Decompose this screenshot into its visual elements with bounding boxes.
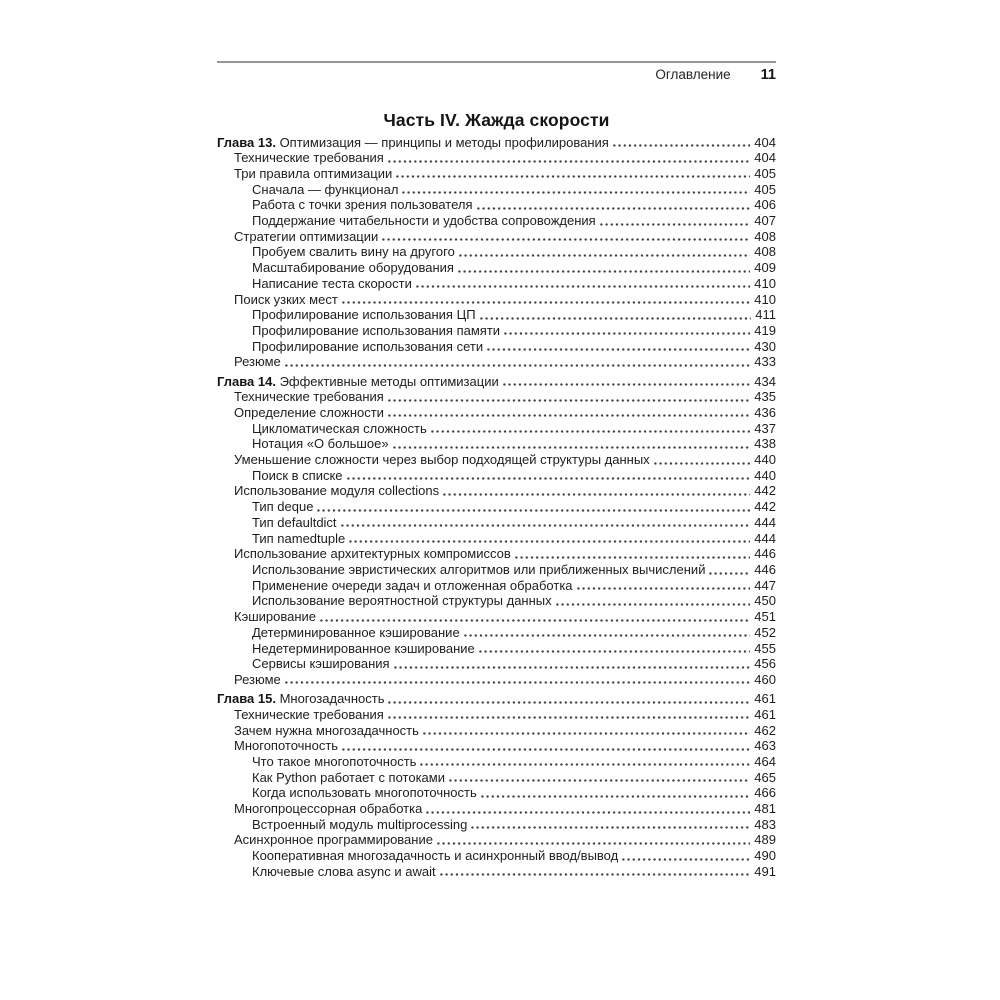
toc-entry-row bbox=[217, 593, 776, 609]
toc-entry-title: Глава 15. Многозадачность bbox=[217, 691, 385, 707]
toc-entry-row bbox=[217, 848, 776, 864]
toc-leader-dots bbox=[556, 603, 751, 606]
toc-leader-dots bbox=[613, 144, 750, 147]
toc-entry-row bbox=[217, 723, 776, 739]
toc-leader-dots bbox=[317, 509, 750, 512]
toc-page-number: 489 bbox=[754, 832, 776, 848]
toc-leader-dots bbox=[654, 462, 751, 465]
toc-page-number: 430 bbox=[754, 338, 776, 354]
toc-leader-dots bbox=[393, 446, 751, 449]
page-content bbox=[217, 0, 776, 880]
toc-entry-title: Асинхронное программирование bbox=[234, 832, 433, 848]
toc-entry-row bbox=[217, 452, 776, 468]
toc-page-number: 465 bbox=[754, 769, 776, 785]
toc-page-number: 446 bbox=[754, 546, 776, 562]
toc-chapter-prefix: Глава 15. bbox=[217, 691, 280, 707]
toc-entry-row bbox=[217, 785, 776, 801]
toc-page-number: 450 bbox=[754, 593, 776, 609]
toc-page-number: 436 bbox=[754, 404, 776, 420]
toc-leader-dots bbox=[431, 430, 751, 433]
toc-entry-title: Когда использовать многопоточность bbox=[252, 785, 477, 801]
toc-page-number: 405 bbox=[754, 181, 776, 197]
toc-entry-title: Технические требования bbox=[234, 150, 384, 166]
toc-page-number: 411 bbox=[755, 307, 776, 323]
toc-entry-title: Недетерминированное кэширование bbox=[252, 640, 475, 656]
toc-entry-row bbox=[217, 609, 776, 625]
toc-page-number: 433 bbox=[754, 354, 776, 370]
toc-entry-title: Детерминированное кэширование bbox=[252, 624, 460, 640]
toc-entry-row bbox=[217, 354, 776, 370]
toc-entry-title: Использование модуля collections bbox=[234, 483, 440, 499]
toc-page-number: 490 bbox=[754, 848, 776, 864]
toc-entry-title: Многопоточность bbox=[234, 738, 339, 754]
toc-entry-row bbox=[217, 770, 776, 786]
toc-entry-row bbox=[217, 197, 776, 213]
toc-entry-title: Тип deque bbox=[252, 499, 314, 515]
toc-leader-dots bbox=[600, 223, 751, 226]
toc-entry-row bbox=[217, 436, 776, 452]
toc-leader-dots bbox=[426, 811, 750, 814]
toc-entry-row bbox=[217, 229, 776, 245]
toc-entry-row bbox=[217, 307, 776, 323]
toc-entry-title: Технические требования bbox=[234, 706, 384, 722]
toc-entry-title: Кооперативная многозадачность и асинхронный ввод/вывод bbox=[252, 848, 619, 864]
toc-page-number: 408 bbox=[754, 244, 776, 260]
toc-page-number: 452 bbox=[754, 624, 776, 640]
toc-entry-row bbox=[217, 483, 776, 499]
toc-entry-title: Резюме bbox=[234, 354, 281, 370]
toc-entry-title: Встроенный модуль multiprocessing bbox=[252, 816, 468, 832]
toc-leader-dots bbox=[420, 763, 750, 766]
toc-page-number: 438 bbox=[754, 436, 776, 452]
toc-entry-row bbox=[217, 323, 776, 339]
toc-entry-row bbox=[217, 166, 776, 182]
toc-page-number: 481 bbox=[754, 801, 776, 817]
toc-entry-title: Пробуем свалить вину на другого bbox=[252, 244, 455, 260]
toc-entry-row bbox=[217, 578, 776, 594]
toc-leader-dots bbox=[480, 317, 752, 320]
toc-entry-title: Применение очереди задач и отложенная обработка bbox=[252, 577, 573, 593]
toc-page-number: 461 bbox=[754, 706, 776, 722]
toc-leader-dots bbox=[396, 175, 750, 178]
toc-leader-dots bbox=[388, 716, 750, 719]
toc-leader-dots bbox=[342, 748, 750, 751]
toc-leader-dots bbox=[622, 858, 750, 861]
toc-entry-row bbox=[217, 260, 776, 276]
toc-entry-title: Тип defaultdict bbox=[252, 514, 337, 530]
toc-leader-dots bbox=[709, 572, 750, 575]
toc-entry-row bbox=[217, 405, 776, 421]
toc-leader-dots bbox=[402, 191, 750, 194]
toc-page-number: 404 bbox=[754, 134, 776, 150]
toc-entry-title: Использование эвристических алгоритмов или приближенных вычислений bbox=[252, 561, 706, 577]
toc-entry-row bbox=[217, 468, 776, 484]
toc-entry-row bbox=[217, 150, 776, 166]
toc-page-number: 404 bbox=[754, 150, 776, 166]
toc-leader-dots bbox=[285, 681, 751, 684]
toc-entry-title: Зачем нужна многозадачность bbox=[234, 722, 419, 738]
toc-entry-title: Технические требования bbox=[234, 389, 384, 405]
toc-page-number: 466 bbox=[754, 785, 776, 801]
toc-leader-dots bbox=[341, 524, 751, 527]
toc-leader-dots bbox=[382, 238, 750, 241]
toc-leader-dots bbox=[515, 556, 751, 559]
toc-entry-title: Сначала — функционал bbox=[252, 181, 399, 197]
toc-leader-dots bbox=[481, 795, 751, 798]
toc-leader-dots bbox=[503, 383, 751, 386]
toc-entry-row bbox=[217, 546, 776, 562]
toc-chapter-group bbox=[217, 135, 776, 371]
toc-entry-title: Тип namedtuple bbox=[252, 530, 346, 546]
toc-entry-row bbox=[217, 832, 776, 848]
toc-entry-row bbox=[217, 182, 776, 198]
toc-leader-dots bbox=[443, 493, 750, 496]
toc-page-number: 444 bbox=[754, 530, 776, 546]
toc-page-number: 446 bbox=[754, 561, 776, 577]
toc-leader-dots bbox=[388, 701, 750, 704]
toc-page-number: 491 bbox=[754, 863, 776, 879]
toc-page-number: 464 bbox=[754, 753, 776, 769]
toc-page-number: 407 bbox=[754, 213, 776, 229]
toc-page-number: 462 bbox=[754, 722, 776, 738]
toc-entry-title: Использование архитектурных компромиссов bbox=[234, 546, 511, 562]
toc-leader-dots bbox=[440, 873, 751, 876]
toc-entry-row bbox=[217, 672, 776, 688]
toc-entry-title: Использование вероятностной структуры данных bbox=[252, 593, 552, 609]
toc-entry-row bbox=[217, 864, 776, 880]
toc-page-number: 460 bbox=[754, 671, 776, 687]
toc-leader-dots bbox=[459, 254, 751, 257]
toc-entry-title: Поддержание читабельности и удобства сопровождения bbox=[252, 213, 596, 229]
toc-leader-dots bbox=[437, 842, 750, 845]
toc-entry-title: Определение сложности bbox=[234, 404, 384, 420]
toc-entry-row bbox=[217, 738, 776, 754]
toc-entry-row bbox=[217, 515, 776, 531]
toc-chapter-prefix: Глава 13. bbox=[217, 134, 280, 150]
toc-page-number: 483 bbox=[754, 816, 776, 832]
toc-leader-dots bbox=[471, 826, 750, 829]
toc-page-number: 451 bbox=[754, 609, 776, 625]
toc-chapter-row bbox=[217, 374, 776, 390]
toc-chapter-prefix: Глава 14. bbox=[217, 373, 280, 389]
toc-entry-row bbox=[217, 213, 776, 229]
toc-entry-title: Три правила оптимизации bbox=[234, 165, 393, 181]
toc-entry-title: Цикломатическая сложность bbox=[252, 420, 427, 436]
toc-page-number: 434 bbox=[754, 373, 776, 389]
toc-entry-title: Поиск узких мест bbox=[234, 291, 338, 307]
toc-entry-row bbox=[217, 801, 776, 817]
toc-leader-dots bbox=[347, 477, 751, 480]
toc-entry-title: Поиск в списке bbox=[252, 467, 343, 483]
toc-page-number: 437 bbox=[754, 420, 776, 436]
toc-entry-title: Профилирование использования сети bbox=[252, 338, 484, 354]
toc-page-number: 440 bbox=[754, 452, 776, 468]
toc-leader-dots bbox=[577, 587, 751, 590]
toc-entry-row bbox=[217, 421, 776, 437]
toc-leader-dots bbox=[464, 634, 751, 637]
toc-entry-row bbox=[217, 389, 776, 405]
toc-entry-title: Работа с точки зрения пользователя bbox=[252, 197, 473, 213]
toc-entry-title: Уменьшение сложности через выбор подходящей структуры данных bbox=[234, 452, 650, 468]
toc-entry-title: Что такое многопоточность bbox=[252, 753, 417, 769]
toc-chapter-group bbox=[217, 691, 776, 879]
toc-entry-title: Масштабирование оборудования bbox=[252, 260, 454, 276]
toc-page-number: 410 bbox=[754, 275, 776, 291]
toc-chapter-group bbox=[217, 374, 776, 688]
toc-entry-row bbox=[217, 656, 776, 672]
toc-entry-row bbox=[217, 707, 776, 723]
toc-entry-title: Многопроцессорная обработка bbox=[234, 801, 423, 817]
part-title: Часть IV. Жажда скорости bbox=[383, 109, 610, 130]
toc-entry-title: Кэширование bbox=[234, 609, 317, 625]
toc-chapter-row bbox=[217, 135, 776, 151]
toc-entry-title: Глава 13. Оптимизация — принципы и методы профилирования bbox=[217, 134, 609, 150]
toc-page-number: 406 bbox=[754, 197, 776, 213]
toc-entry-row bbox=[217, 641, 776, 657]
toc-entry-title: Профилирование использования ЦП bbox=[252, 307, 476, 323]
toc-page-number: 442 bbox=[754, 483, 776, 499]
toc-entry-title: Сервисы кэширования bbox=[252, 656, 390, 672]
toc-entry-row bbox=[217, 562, 776, 578]
toc-entry-row bbox=[217, 499, 776, 515]
toc-page-number: 442 bbox=[754, 499, 776, 515]
toc-page-number: 419 bbox=[754, 322, 776, 338]
toc-page-number: 444 bbox=[754, 514, 776, 530]
toc-leader-dots bbox=[423, 732, 750, 735]
toc-entry-title: Резюме bbox=[234, 671, 281, 687]
toc-entry-title: Нотация «О большое» bbox=[252, 436, 389, 452]
toc-entry-row bbox=[217, 292, 776, 308]
toc-list bbox=[217, 135, 776, 880]
toc-page-number: 409 bbox=[754, 260, 776, 276]
toc-page-number: 463 bbox=[754, 738, 776, 754]
toc-page-number: 408 bbox=[754, 228, 776, 244]
toc-page-number: 455 bbox=[754, 640, 776, 656]
toc-leader-dots bbox=[487, 348, 750, 351]
toc-entry-row bbox=[217, 339, 776, 355]
toc-leader-dots bbox=[388, 414, 750, 417]
toc-leader-dots bbox=[449, 779, 750, 782]
toc-page-number: 456 bbox=[754, 656, 776, 672]
toc-leader-dots bbox=[504, 332, 750, 335]
header-section-label: Оглавление bbox=[655, 66, 731, 82]
toc-leader-dots bbox=[394, 666, 751, 669]
toc-page-number: 461 bbox=[754, 691, 776, 707]
toc-entry-row bbox=[217, 244, 776, 260]
toc-leader-dots bbox=[342, 301, 751, 304]
toc-page-number: 410 bbox=[754, 291, 776, 307]
toc-entry-row bbox=[217, 754, 776, 770]
running-header bbox=[217, 67, 776, 83]
toc-entry-title: Ключевые слова async и await bbox=[252, 863, 436, 879]
toc-leader-dots bbox=[285, 364, 751, 367]
toc-entry-row bbox=[217, 276, 776, 292]
toc-leader-dots bbox=[416, 285, 750, 288]
toc-leader-dots bbox=[477, 207, 751, 210]
toc-entry-title: Написание теста скорости bbox=[252, 275, 412, 291]
toc-page-number: 447 bbox=[754, 577, 776, 593]
toc-entry-row bbox=[217, 531, 776, 547]
toc-leader-dots bbox=[479, 650, 751, 653]
toc-page-number: 405 bbox=[754, 165, 776, 181]
toc-leader-dots bbox=[458, 270, 750, 273]
toc-entry-title: Стратегии оптимизации bbox=[234, 228, 379, 244]
toc-entry-row bbox=[217, 817, 776, 833]
toc-leader-dots bbox=[388, 399, 750, 402]
toc-entry-title: Глава 14. Эффективные методы оптимизации bbox=[217, 373, 499, 389]
header-page-number: 11 bbox=[760, 66, 776, 83]
toc-entry-title: Профилирование использования памяти bbox=[252, 322, 501, 338]
toc-page-number: 440 bbox=[754, 467, 776, 483]
toc-entry-row bbox=[217, 625, 776, 641]
toc-page-number: 435 bbox=[754, 389, 776, 405]
header-rule bbox=[217, 61, 776, 63]
toc-leader-dots bbox=[388, 160, 750, 163]
toc-chapter-row bbox=[217, 691, 776, 707]
toc-leader-dots bbox=[320, 619, 750, 622]
toc-leader-dots bbox=[349, 540, 750, 543]
toc-entry-title: Как Python работает с потоками bbox=[252, 769, 445, 785]
